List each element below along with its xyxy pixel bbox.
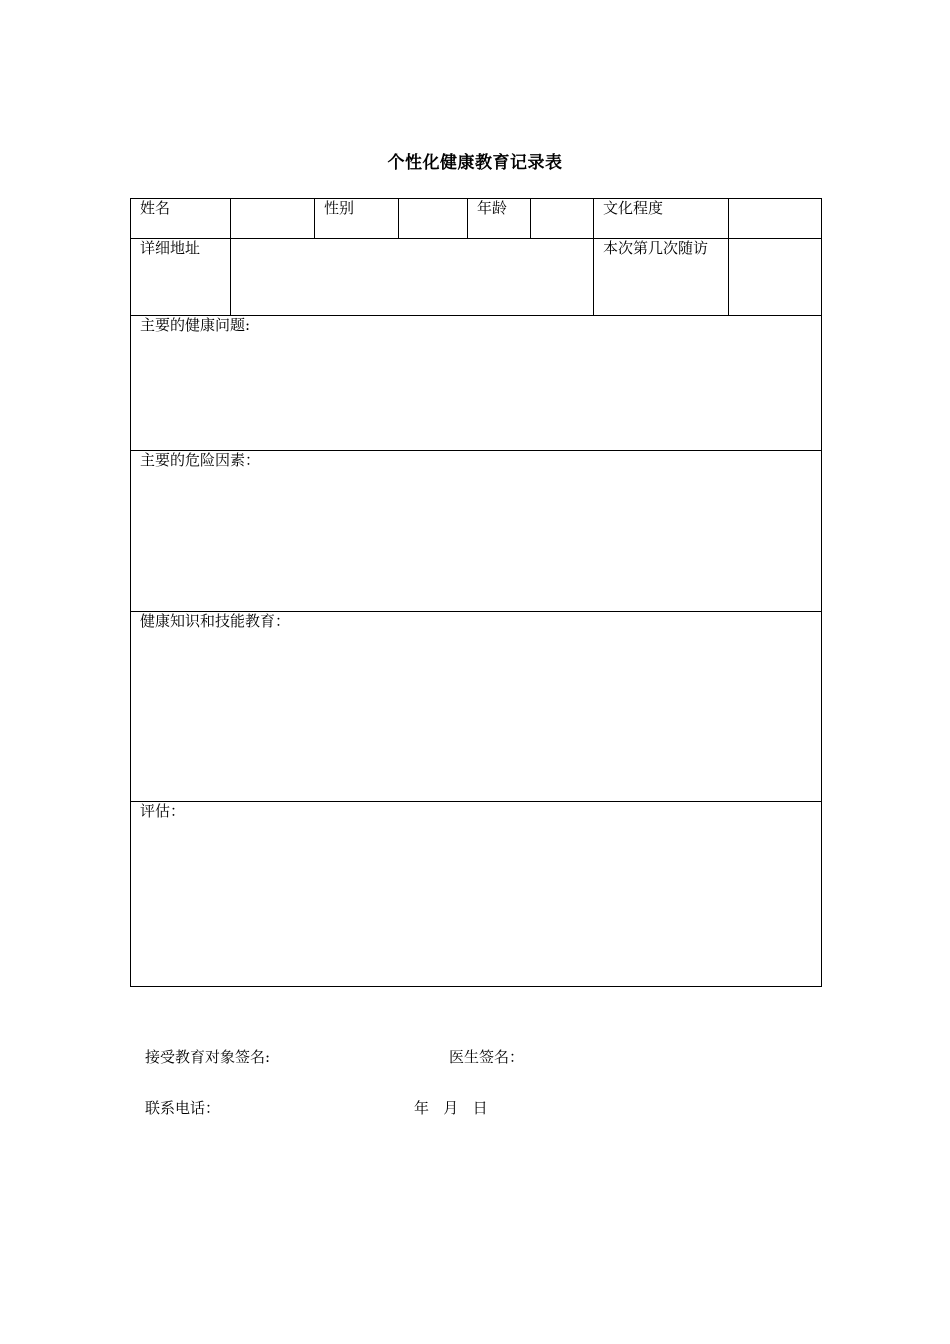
phone-label: 联系电话：: [145, 1099, 221, 1117]
doctor-signature-label: 医生签名：: [449, 1048, 525, 1066]
visit-field[interactable]: [729, 239, 822, 316]
address-label-cell: [131, 239, 231, 316]
risk-factors-label: 主要的危险因素：: [140, 451, 261, 469]
date-label: 年 月 日: [414, 1099, 488, 1117]
name-field[interactable]: [231, 199, 315, 239]
visit-label: 本次第几次随访: [603, 239, 709, 257]
evaluation-section[interactable]: [131, 802, 822, 987]
address-label: 详细地址: [140, 239, 201, 257]
knowledge-education-section[interactable]: [131, 612, 822, 802]
education-label: 文化程度: [603, 199, 664, 217]
knowledge-label: 健康知识和技能教育：: [140, 612, 291, 630]
health-education-record-table: [130, 198, 822, 987]
age-field[interactable]: [531, 199, 594, 239]
address-field[interactable]: [231, 239, 594, 316]
gender-label-cell: [315, 199, 399, 239]
page-title: 个性化健康教育记录表: [387, 153, 563, 173]
health-problems-label: 主要的健康问题:: [140, 316, 251, 334]
name-label-cell: [131, 199, 231, 239]
education-label-cell: [594, 199, 729, 239]
name-label: 姓名: [140, 199, 171, 217]
gender-label: 性别: [324, 199, 355, 217]
age-label: 年龄: [477, 199, 508, 217]
risk-factors-section[interactable]: [131, 451, 822, 612]
recipient-signature-label: 接受教育对象签名:: [145, 1048, 271, 1066]
evaluation-label: 评估：: [140, 802, 186, 820]
education-field[interactable]: [729, 199, 822, 239]
health-problems-section[interactable]: [131, 316, 822, 451]
age-label-cell: [468, 199, 531, 239]
gender-field[interactable]: [399, 199, 468, 239]
visit-label-cell: [594, 239, 729, 316]
